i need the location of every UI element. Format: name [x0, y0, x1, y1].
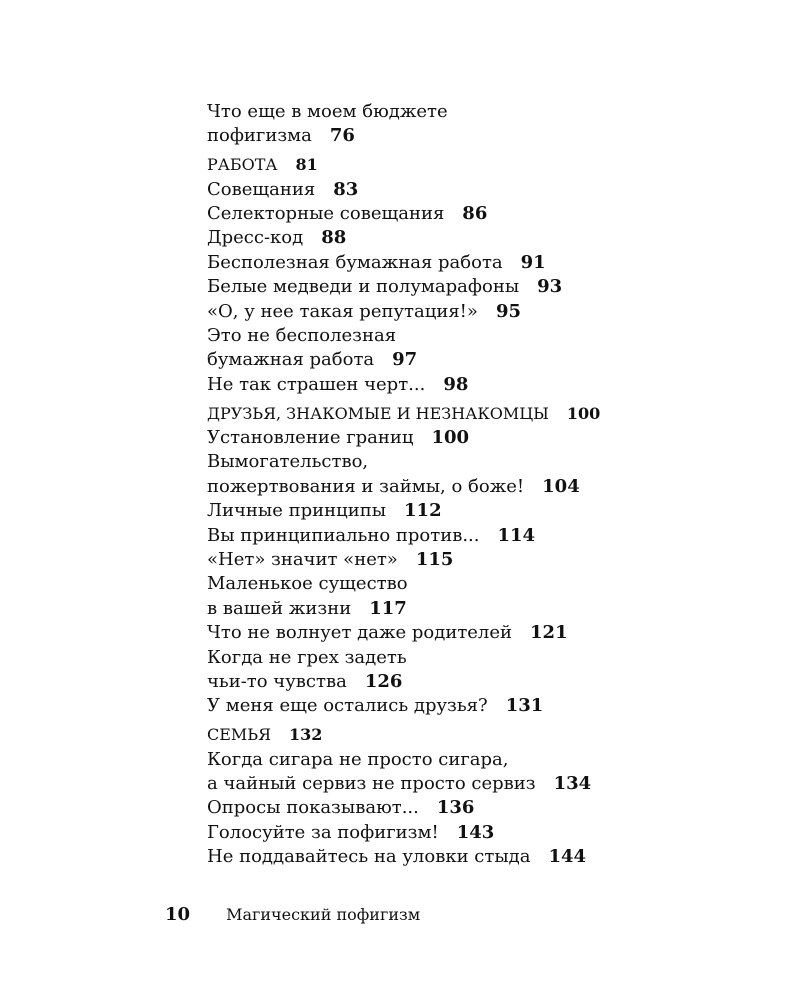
toc-line	[207, 796, 767, 820]
toc-entry-text: Установление границ	[207, 427, 414, 449]
toc-entry-text: бумажная работа	[207, 349, 375, 371]
toc-entry-text: Дресс-код	[207, 227, 304, 249]
toc-line	[207, 202, 767, 226]
toc-page-number: 100	[431, 427, 470, 449]
toc-entry-text: Когда не грех задеть	[207, 646, 407, 668]
toc-entry-text: Не так страшен черт...	[207, 373, 426, 395]
toc-line	[207, 548, 767, 572]
footer-page-number: 10	[165, 904, 191, 925]
toc-page-number: 83	[333, 178, 359, 200]
toc-line	[207, 572, 767, 596]
toc-entry-text: Опросы показывают...	[207, 797, 419, 819]
toc-entry-text: Вымогательство,	[207, 451, 369, 473]
toc-line	[207, 670, 767, 694]
toc-page-number: 86	[462, 203, 488, 225]
toc-line	[207, 845, 767, 869]
toc-page-number: 144	[548, 846, 587, 868]
toc-entry-text: Личные принципы	[207, 500, 387, 522]
toc-line	[207, 124, 767, 148]
toc-page-number: 88	[321, 227, 347, 249]
section-title: СЕМЬЯ	[207, 725, 272, 745]
footer-book-title: Магический пофигизм	[226, 905, 421, 924]
toc-line	[207, 100, 767, 124]
toc-line	[207, 348, 767, 372]
toc-page-number: 95	[495, 300, 521, 322]
toc-entry-text: пожертвования и займы, о боже!	[207, 475, 525, 497]
toc-entry-text: «Нет» значит «нет»	[207, 549, 398, 571]
toc-line	[207, 275, 767, 299]
toc-page-number: 131	[505, 695, 544, 717]
toc-entry-text: Совещания	[207, 178, 316, 200]
toc-line	[207, 821, 767, 845]
toc-page-number: 76	[329, 125, 355, 147]
toc-page-number: 132	[289, 725, 323, 745]
toc-entry-text: Когда сигара не просто сигара,	[207, 748, 509, 770]
toc-entry-text: чьи-то чувства	[207, 670, 347, 692]
toc-line	[207, 646, 767, 670]
toc-line	[207, 226, 767, 250]
toc-line	[207, 499, 767, 523]
toc-entry-text: «О, у нее такая репутация!»	[207, 300, 478, 322]
toc-page-number: 126	[364, 670, 403, 692]
toc-line	[207, 251, 767, 275]
toc-line	[207, 524, 767, 548]
toc-page-number: 143	[456, 821, 495, 843]
toc-line	[207, 373, 767, 397]
toc-entry-text: Бесполезная бумажная работа	[207, 251, 503, 273]
toc-line	[207, 300, 767, 324]
toc-entry-text: У меня еще остались друзья?	[207, 695, 488, 717]
toc-page-number: 117	[369, 597, 407, 619]
toc-page-number: 134	[553, 773, 592, 795]
section-title: ДРУЗЬЯ, ЗНАКОМЫЕ И НЕЗНАКОМЦЫ	[207, 403, 549, 423]
toc-section-heading	[207, 723, 767, 747]
toc-line	[207, 597, 767, 621]
toc-entry-text: пофигизма	[207, 125, 312, 147]
toc-entry-text: Это не бесполезная	[207, 325, 397, 347]
toc-page-number: 98	[443, 373, 469, 395]
toc-entry-text: Голосуйте за пофигизм!	[207, 821, 439, 843]
toc-section-heading	[207, 153, 767, 177]
toc-line	[207, 426, 767, 450]
toc-page-number: 121	[530, 622, 568, 644]
toc-page-number: 114	[497, 524, 536, 546]
toc-entry-text: Что не волнует даже родителей	[207, 622, 513, 644]
toc-page-number: 93	[537, 276, 563, 298]
toc-line	[207, 178, 767, 202]
toc-line	[207, 621, 767, 645]
section-title: РАБОТА	[207, 155, 278, 175]
toc-entry-text: Селекторные совещания	[207, 203, 445, 225]
toc-entry-text: Не поддавайтесь на уловки стыда	[207, 846, 531, 868]
toc-line	[207, 450, 767, 474]
toc-page-number: 100	[566, 403, 601, 423]
toc-entry-text: Белые медведи и полумарафоны	[207, 276, 520, 298]
toc-page-number: 97	[392, 349, 418, 371]
toc-section-heading	[207, 402, 767, 426]
toc-entry-text: а чайный сервиз не просто сервиз	[207, 773, 536, 795]
toc-line	[207, 475, 767, 499]
toc-line	[207, 694, 767, 718]
toc-page-number: 104	[542, 475, 580, 497]
toc-entry-text: Вы принципиально против...	[207, 524, 480, 546]
toc-page-number: 81	[295, 155, 318, 175]
page-footer	[165, 904, 420, 926]
toc-line	[207, 324, 767, 348]
toc-page-number: 136	[436, 797, 475, 819]
toc-entry-text: в вашей жизни	[207, 597, 352, 619]
toc-page-number: 112	[404, 500, 442, 522]
toc-entry-text: Маленькое существо	[207, 573, 408, 595]
toc-page-number: 91	[520, 251, 546, 273]
toc-line	[207, 748, 767, 772]
toc-entry-text: Что еще в моем бюджете	[207, 101, 448, 122]
toc-line	[207, 772, 767, 796]
toc-page-number: 115	[415, 549, 454, 571]
table-of-contents	[207, 100, 767, 870]
